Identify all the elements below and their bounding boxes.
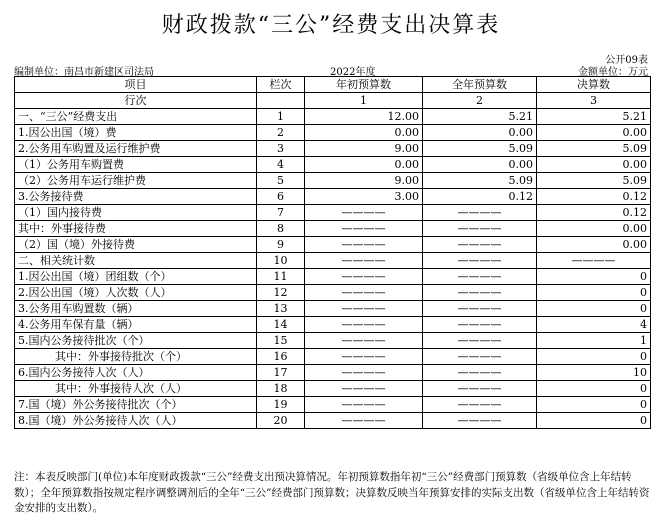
row-label: （2）国（境）外接待费 bbox=[15, 237, 257, 253]
row-final: 0 bbox=[537, 269, 651, 285]
table-row bbox=[15, 253, 651, 269]
table-row bbox=[15, 333, 651, 349]
row-col-number: 17 bbox=[257, 365, 305, 381]
row-final: 0.00 bbox=[537, 125, 651, 141]
row-col-number: 10 bbox=[257, 253, 305, 269]
row-budget-full: ———— bbox=[423, 253, 537, 269]
row-label: 6.国内公务接待人次（人） bbox=[15, 365, 257, 381]
row-label: 3.公务用车购置数（辆） bbox=[15, 301, 257, 317]
row-label: 2.公务用车购置及运行维护费 bbox=[15, 141, 257, 157]
expenditure-table bbox=[14, 76, 651, 429]
row-budget-initial: ———— bbox=[305, 285, 423, 301]
row-budget-initial: ———— bbox=[305, 333, 423, 349]
row-budget-full: ———— bbox=[423, 333, 537, 349]
table-header-row bbox=[15, 77, 651, 93]
row-budget-full: ———— bbox=[423, 413, 537, 429]
row-label: 其中：外事接待人次（人） bbox=[15, 381, 257, 397]
row-label: （1）公务用车购置费 bbox=[15, 157, 257, 173]
row-budget-initial: 0.00 bbox=[305, 157, 423, 173]
row-budget-full: 0.00 bbox=[423, 125, 537, 141]
row-final: 0 bbox=[537, 301, 651, 317]
row-label: 1.因公出国（境）团组数（个） bbox=[15, 269, 257, 285]
row-label: 7.国（境）外公务接待批次（个） bbox=[15, 397, 257, 413]
row-budget-initial: 12.00 bbox=[305, 109, 423, 125]
row-col-number: 9 bbox=[257, 237, 305, 253]
row-budget-full: ———— bbox=[423, 301, 537, 317]
row-budget-full: 0.00 bbox=[423, 157, 537, 173]
row-col-number: 12 bbox=[257, 285, 305, 301]
header-item: 项目 bbox=[15, 77, 257, 93]
row-budget-initial: ———— bbox=[305, 413, 423, 429]
row-col-number: 3 bbox=[257, 141, 305, 157]
row-col-number: 20 bbox=[257, 413, 305, 429]
table-row bbox=[15, 317, 651, 333]
table-row bbox=[15, 269, 651, 285]
row-label: 4.公务用车保有量（辆） bbox=[15, 317, 257, 333]
table-row bbox=[15, 397, 651, 413]
row-label: （1）国内接待费 bbox=[15, 205, 257, 221]
row-budget-full: ———— bbox=[423, 237, 537, 253]
row-budget-full: ———— bbox=[423, 221, 537, 237]
row-final: 10 bbox=[537, 365, 651, 381]
row-final: 0 bbox=[537, 285, 651, 301]
row-final: 0.00 bbox=[537, 157, 651, 173]
table-row bbox=[15, 125, 651, 141]
row-label: 5.国内公务接待批次（个） bbox=[15, 333, 257, 349]
row-budget-initial: ———— bbox=[305, 349, 423, 365]
row-final: 1 bbox=[537, 333, 651, 349]
table-row bbox=[15, 301, 651, 317]
row-budget-full: ———— bbox=[423, 205, 537, 221]
row-final: 5.09 bbox=[537, 173, 651, 189]
row-col-number: 14 bbox=[257, 317, 305, 333]
row-label: 二、相关统计数 bbox=[15, 253, 257, 269]
row-final: 0.00 bbox=[537, 221, 651, 237]
table-row bbox=[15, 141, 651, 157]
row-final: 0 bbox=[537, 381, 651, 397]
table-row bbox=[15, 413, 651, 429]
row-budget-initial: ———— bbox=[305, 317, 423, 333]
row-col-number: 18 bbox=[257, 381, 305, 397]
row-budget-initial: ———— bbox=[305, 221, 423, 237]
row-label: 一、“三公”经费支出 bbox=[15, 109, 257, 125]
row-col-number: 16 bbox=[257, 349, 305, 365]
report-title: 财政拨款“三公”经费支出决算表 bbox=[161, 13, 501, 38]
row-label: 8.国（境）外公务接待人次（人） bbox=[15, 413, 257, 429]
row-index-row bbox=[15, 93, 651, 109]
table-row bbox=[15, 189, 651, 205]
row-label: 3.公务接待费 bbox=[15, 189, 257, 205]
row-final: 4 bbox=[537, 317, 651, 333]
row-col-number: 6 bbox=[257, 189, 305, 205]
row-label: 其中：外事接待费 bbox=[15, 221, 257, 237]
table-row bbox=[15, 205, 651, 221]
table-row bbox=[15, 237, 651, 253]
row-final: 0.12 bbox=[537, 189, 651, 205]
row-final: 0 bbox=[537, 349, 651, 365]
row-budget-full: ———— bbox=[423, 365, 537, 381]
header-budget-full: 全年预算数 bbox=[423, 77, 537, 93]
row-budget-full: ———— bbox=[423, 397, 537, 413]
table-row bbox=[15, 157, 651, 173]
table-row bbox=[15, 285, 651, 301]
row-final: ———— bbox=[537, 253, 651, 269]
footnote: 注：本表反映部门(单位)本年度财政拨款“三公”经费支出预决算情况。年初预算数指年初“三公”经费部门预算数（省级单位含上年结转数）；全年预算数指按规定程序调整调剂后的全年“三公”经费部门预算数；决算数反映当年预算安排的实际支出数（省级单位含上年结转资金安排的支出数）。 bbox=[14, 471, 650, 514]
row-index-c3: 3 bbox=[537, 93, 651, 109]
row-budget-initial: 3.00 bbox=[305, 189, 423, 205]
form-number: 公开09表 bbox=[605, 55, 648, 66]
header-budget-initial: 年初预算数 bbox=[305, 77, 423, 93]
row-col-number: 13 bbox=[257, 301, 305, 317]
row-col-number: 4 bbox=[257, 157, 305, 173]
row-final: 0.12 bbox=[537, 205, 651, 221]
report-year: 2022年度 bbox=[330, 67, 376, 78]
row-label: 其中：外事接待批次（个） bbox=[15, 349, 257, 365]
row-budget-initial: ———— bbox=[305, 301, 423, 317]
row-final: 0.00 bbox=[537, 237, 651, 253]
row-budget-full: ———— bbox=[423, 317, 537, 333]
row-index-empty bbox=[257, 93, 305, 109]
row-budget-full: ———— bbox=[423, 349, 537, 365]
table-row bbox=[15, 173, 651, 189]
row-budget-initial: ———— bbox=[305, 365, 423, 381]
row-budget-full: 5.09 bbox=[423, 173, 537, 189]
table-row bbox=[15, 381, 651, 397]
row-col-number: 2 bbox=[257, 125, 305, 141]
row-final: 5.21 bbox=[537, 109, 651, 125]
table-row bbox=[15, 349, 651, 365]
row-index-label: 行次 bbox=[15, 93, 257, 109]
row-budget-initial: ———— bbox=[305, 205, 423, 221]
row-col-number: 19 bbox=[257, 397, 305, 413]
row-col-number: 8 bbox=[257, 221, 305, 237]
row-budget-initial: 9.00 bbox=[305, 173, 423, 189]
row-budget-initial: 0.00 bbox=[305, 125, 423, 141]
row-label: （2）公务用车运行维护费 bbox=[15, 173, 257, 189]
row-index-c2: 2 bbox=[423, 93, 537, 109]
row-final: 0 bbox=[537, 397, 651, 413]
row-col-number: 7 bbox=[257, 205, 305, 221]
row-budget-initial: 9.00 bbox=[305, 141, 423, 157]
header-final: 决算数 bbox=[537, 77, 651, 93]
row-budget-full: 5.09 bbox=[423, 141, 537, 157]
table-row bbox=[15, 109, 651, 125]
row-col-number: 1 bbox=[257, 109, 305, 125]
row-label: 2.因公出国（境）人次数（人） bbox=[15, 285, 257, 301]
row-col-number: 11 bbox=[257, 269, 305, 285]
row-col-number: 15 bbox=[257, 333, 305, 349]
row-budget-initial: ———— bbox=[305, 237, 423, 253]
table-row bbox=[15, 221, 651, 237]
row-index-c1: 1 bbox=[305, 93, 423, 109]
row-budget-full: 5.21 bbox=[423, 109, 537, 125]
row-budget-full: ———— bbox=[423, 285, 537, 301]
row-budget-initial: ———— bbox=[305, 269, 423, 285]
row-budget-initial: ———— bbox=[305, 381, 423, 397]
row-budget-full: ———— bbox=[423, 381, 537, 397]
row-final: 5.09 bbox=[537, 141, 651, 157]
table-row bbox=[15, 365, 651, 381]
row-final: 0 bbox=[537, 413, 651, 429]
amount-unit: 金额单位：万元 bbox=[578, 67, 648, 78]
row-budget-full: ———— bbox=[423, 269, 537, 285]
row-budget-full: 0.12 bbox=[423, 189, 537, 205]
row-budget-initial: ———— bbox=[305, 397, 423, 413]
row-col-number: 5 bbox=[257, 173, 305, 189]
row-budget-initial: ———— bbox=[305, 253, 423, 269]
header-col: 栏次 bbox=[257, 77, 305, 93]
compiling-unit: 编制单位：南昌市新建区司法局 bbox=[14, 67, 154, 78]
row-label: 1.因公出国（境）费 bbox=[15, 125, 257, 141]
